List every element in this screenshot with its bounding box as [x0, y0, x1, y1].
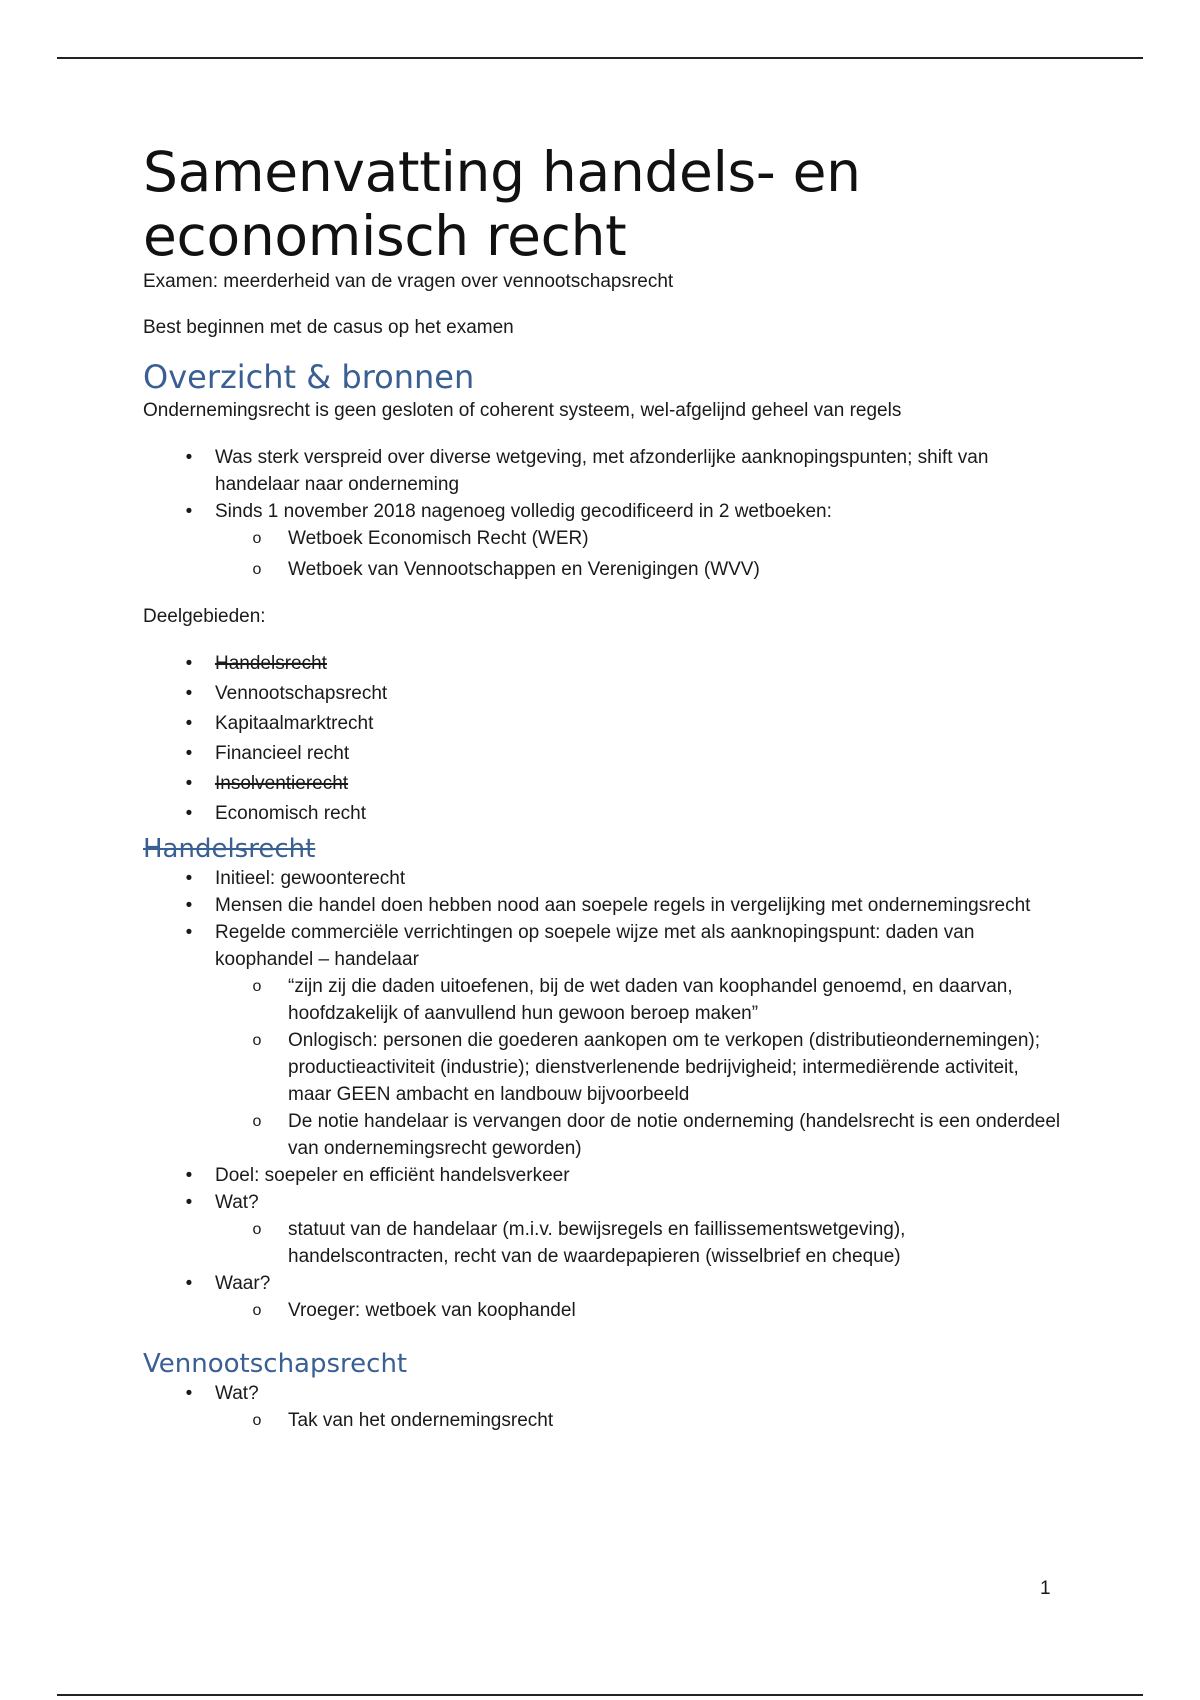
page-number: 1 — [1040, 1578, 1051, 1599]
sub-list-item: o Onlogisch: personen die goederen aankopen om te verkopen (distributieondernemingen); productieactiviteit (industrie); dienstverlenende bedrijvigheid; intermediërende activiteit, maar GEEN ambacht en landbouw bijvoorbeeld — [252, 1030, 1041, 1105]
list-item: • Insolventierecht — [185, 773, 349, 794]
deelgebieden-label: Deelgebieden: — [143, 606, 266, 627]
intro-exam: Examen: meerderheid van de vragen over vennootschapsrecht — [143, 271, 674, 292]
sub-list-item: o statuut van de handelaar (m.i.v. bewijsregels en faillissementswetgeving), handelscontracten, recht van de waardepapieren (wisselbrief en cheque) — [252, 1219, 906, 1267]
list-item: • Handelsrecht — [185, 653, 327, 674]
list-item: • Economisch recht — [185, 803, 367, 824]
list-item: • Sinds 1 november 2018 nagenoeg volledig gecodificeerd in 2 wetboeken: — [185, 501, 832, 522]
sub-list-item: o Wetboek van Vennootschappen en Verenigingen (WVV) — [252, 559, 760, 580]
vennootschapsrecht-list — [143, 1380, 1063, 1434]
header-rule — [57, 57, 1143, 59]
sub-list-item: o Tak van het ondernemingsrecht — [252, 1410, 554, 1431]
sub-list-item: o “zijn zij die daden uitoefenen, bij de wet daden van koophandel genoemd, en daarvan, hoofdzakelijk of aanvullend hun gewoon beroep maken” — [252, 976, 1013, 1024]
intro-tip: Best beginnen met de casus op het examen — [143, 317, 514, 338]
list-item: • Doel: soepeler en efficiënt handelsverkeer — [185, 1165, 570, 1186]
sub-list-item: o De notie handelaar is vervangen door de notie onderneming (handelsrecht is een onderdeel van ondernemingsrecht geworden) — [252, 1111, 1061, 1159]
overzicht-list — [143, 444, 1063, 583]
deelgebieden-list — [143, 650, 1063, 827]
list-item: • Mensen die handel doen hebben nood aan soepele regels in vergelijking met ondernemingsrecht — [185, 895, 1031, 916]
list-item: • Was sterk verspreid over diverse wetgeving, met afzonderlijke aanknopingspunten; shift van handelaar naar onderneming — [185, 447, 989, 495]
heading-vennootschapsrecht: Vennootschapsrecht — [143, 1349, 408, 1379]
overzicht-text: Ondernemingsrecht is geen gesloten of coherent systeem, wel-afgelijnd geheel van regels — [143, 400, 902, 421]
sub-list-item: o Vroeger: wetboek van koophandel — [252, 1300, 576, 1321]
document-title: Samenvatting handels- en economisch recht — [143, 140, 861, 268]
heading-handelsrecht: Handelsrecht — [143, 834, 316, 864]
list-item: • Vennootschapsrecht — [185, 683, 388, 704]
list-item: • Wat? — [185, 1192, 259, 1213]
sub-list-item: o Wetboek Economisch Recht (WER) — [252, 528, 589, 549]
document-page — [143, 140, 1063, 1434]
list-item: • Wat? — [185, 1383, 259, 1404]
list-item: • Initieel: gewoonterecht — [185, 868, 406, 889]
footer-rule — [57, 1694, 1143, 1696]
heading-overzicht: Overzicht & bronnen — [143, 358, 475, 396]
list-item: • Financieel recht — [185, 743, 350, 764]
handelsrecht-list — [143, 865, 1063, 1324]
list-item: • Kapitaalmarktrecht — [185, 713, 374, 734]
list-item: • Waar? — [185, 1273, 271, 1294]
list-item: • Regelde commerciële verrichtingen op soepele wijze met als aanknopingspunt: daden van koophandel – handelaar — [185, 922, 975, 970]
